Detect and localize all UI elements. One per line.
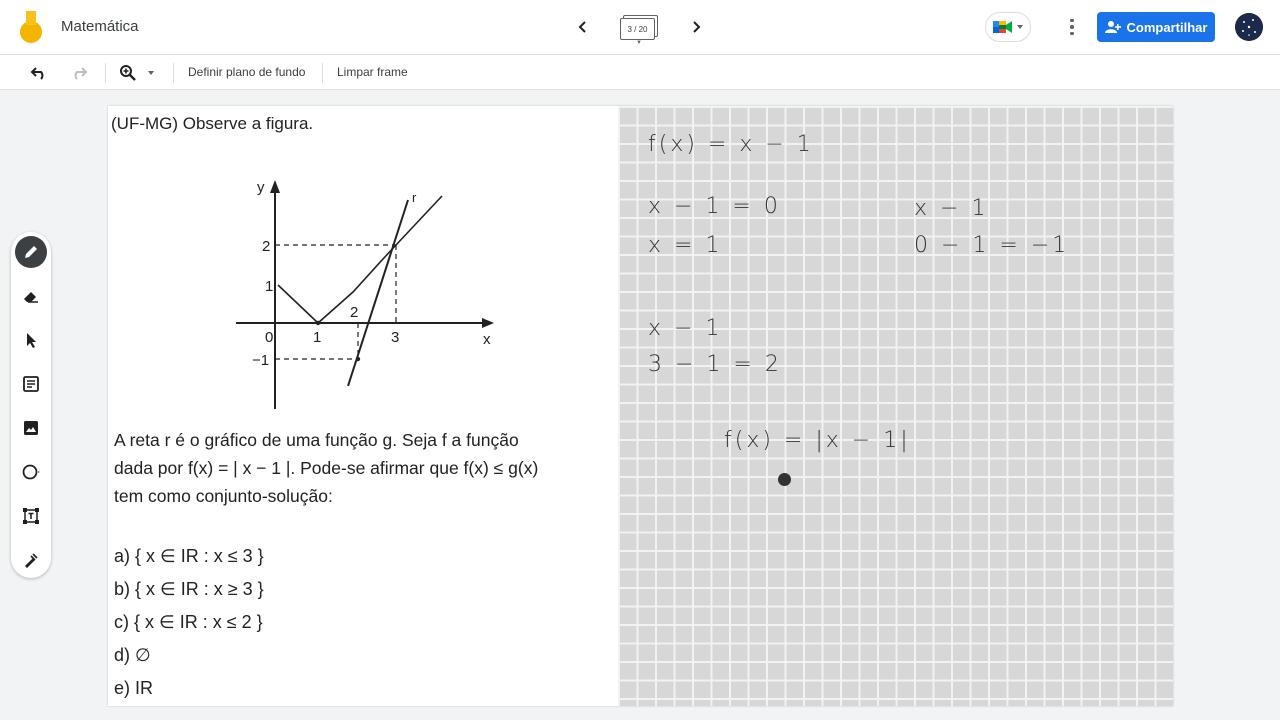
handwriting-line: x − 1 = 0 [648, 194, 781, 219]
handwriting-line: f(x) = |x − 1| [724, 428, 911, 453]
zoom-in-icon [119, 64, 137, 82]
x-axis-label: x [483, 331, 491, 348]
caret-down-icon [147, 69, 155, 77]
tick-y-neg1: −1 [252, 352, 270, 369]
next-frame-button[interactable] [684, 15, 708, 39]
tick-y-1: 1 [265, 278, 274, 295]
tick-x-2: 2 [350, 304, 359, 321]
origin-label: 0 [265, 329, 274, 346]
cursor-arrow-icon [23, 331, 39, 349]
meet-icon [992, 19, 1014, 35]
frame-indicator-label: 3 / 20 [620, 18, 655, 40]
more-options-icon[interactable] [1063, 15, 1081, 39]
redo-button[interactable] [67, 61, 91, 85]
undo-button[interactable] [27, 61, 51, 85]
x-axis-arrow [482, 318, 494, 328]
set-background-button[interactable]: Definir plano de fundo [188, 65, 306, 79]
select-tool[interactable] [15, 324, 47, 356]
avatar[interactable] [1235, 13, 1263, 41]
redo-icon [70, 66, 88, 80]
tick-x-1: 1 [313, 329, 322, 346]
option-e: e) IR [114, 678, 154, 698]
y-axis-arrow [270, 180, 280, 193]
line-r-label: r [412, 190, 417, 205]
image-tool[interactable] [15, 412, 47, 444]
question-image [108, 106, 618, 706]
text-box-tool[interactable] [15, 500, 47, 532]
handwriting-line: x = 1 [648, 233, 723, 258]
frame-indicator[interactable] [620, 15, 658, 41]
add-person-icon [1105, 20, 1121, 34]
option-b: b) { x ∈ IR : x ≥ 3 } [114, 579, 264, 599]
image-icon [22, 419, 40, 437]
y-axis-label: y [257, 179, 265, 196]
jamboard-logo[interactable] [18, 11, 44, 45]
text-box-icon [22, 507, 40, 525]
circle-shape-icon [21, 463, 41, 481]
eraser-icon [22, 287, 40, 305]
top-bar [0, 0, 1280, 55]
handwriting-line: 0 − 1 = −1 [914, 233, 1070, 258]
handwriting-line: x − 1 [648, 316, 723, 341]
caret-down-icon [1016, 23, 1024, 31]
zoom-button[interactable] [116, 61, 140, 85]
zoom-dropdown[interactable] [144, 61, 158, 85]
laser-tool[interactable] [15, 544, 47, 576]
sticky-note-icon [22, 375, 40, 393]
handwriting-line: f(x) = x − 1 [648, 132, 814, 157]
app-title[interactable]: Matemática [61, 18, 139, 35]
tick-y-2: 2 [262, 238, 271, 255]
tool-rail [11, 232, 51, 578]
option-d: d) ∅ [114, 645, 151, 665]
previous-frame-button[interactable] [571, 15, 595, 39]
answer-options [114, 540, 264, 705]
meet-button[interactable] [985, 12, 1031, 42]
question-header: (UF-MG) Observe a figura. [111, 114, 314, 133]
pen-cursor-dot [778, 473, 791, 486]
question-text-line-2: dada por f(x) = | x − 1 |. Pode-se afirmar que f(x) ≤ g(x) [114, 458, 539, 478]
frame-caret-icon: ▼ [636, 40, 642, 46]
chevron-right-icon [690, 20, 702, 34]
clear-frame-button[interactable]: Limpar frame [337, 65, 408, 79]
pen-tool[interactable] [15, 236, 47, 268]
chevron-left-icon [577, 20, 589, 34]
question-text-line-1: A reta r é o gráfico de uma função g. Seja f a função [114, 430, 519, 450]
laser-pointer-icon [22, 551, 40, 569]
pen-icon [22, 243, 40, 261]
option-c: c) { x ∈ IR : x ≤ 2 } [114, 612, 263, 632]
question-text-line-3: tem como conjunto-solução: [114, 486, 333, 506]
eraser-tool[interactable] [15, 280, 47, 312]
share-button-label: Compartilhar [1126, 19, 1208, 35]
handwriting-line: x − 1 [914, 196, 989, 221]
sticky-note-tool[interactable] [15, 368, 47, 400]
shape-tool[interactable] [15, 456, 47, 488]
function-graph [228, 174, 528, 424]
tick-x-3: 3 [391, 329, 400, 346]
share-button[interactable] [1097, 12, 1215, 42]
f-graph [278, 196, 442, 323]
whiteboard-canvas[interactable] [108, 106, 1173, 706]
handwriting-line: 3 − 1 = 2 [648, 352, 782, 377]
edit-toolbar [0, 55, 1280, 90]
undo-icon [30, 66, 48, 80]
option-a: a) { x ∈ IR : x ≤ 3 } [114, 546, 264, 566]
question-text [114, 426, 614, 510]
